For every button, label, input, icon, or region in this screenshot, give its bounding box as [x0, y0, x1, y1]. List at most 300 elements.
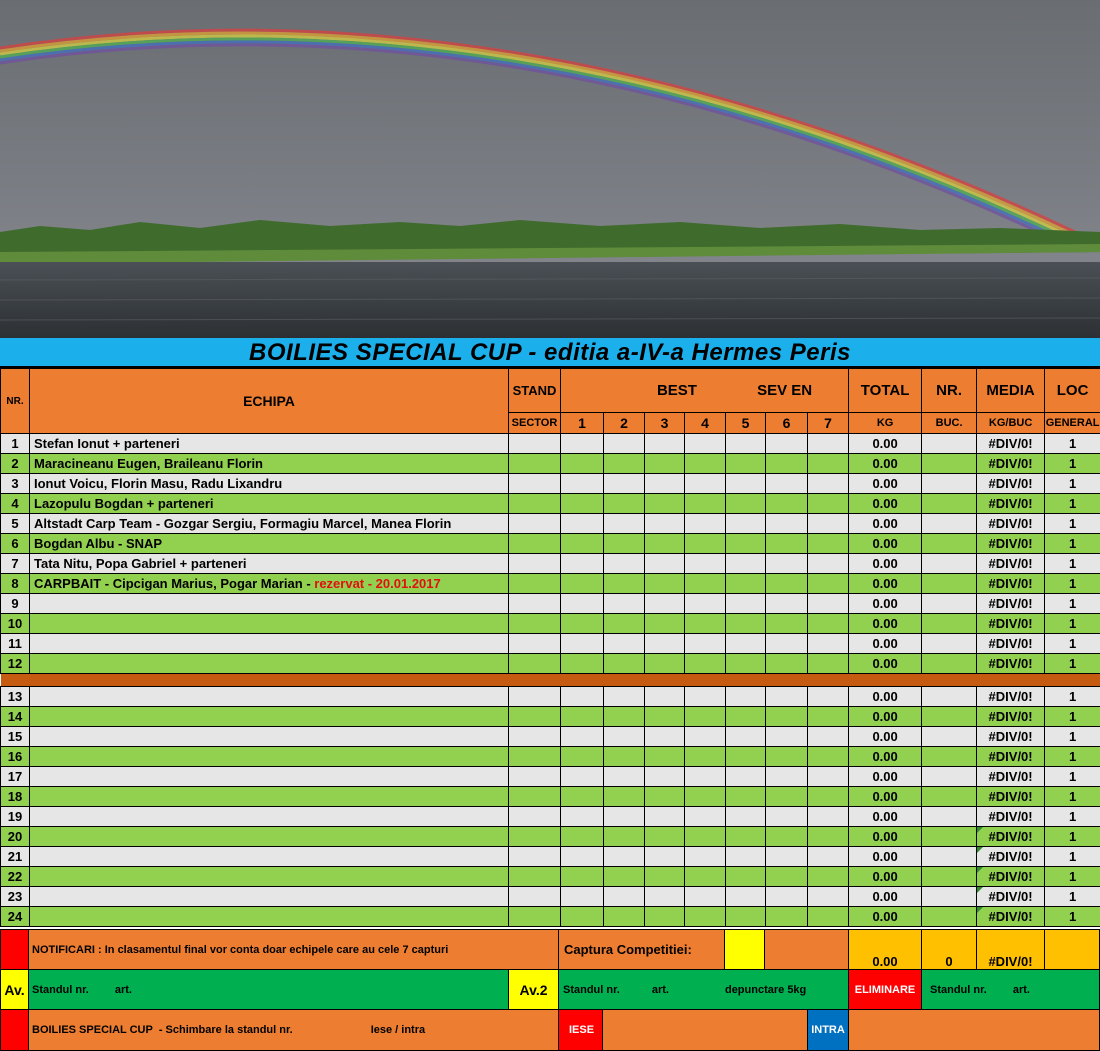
catch-7-cell[interactable] [808, 574, 849, 594]
nr-buc-cell[interactable] [922, 847, 977, 867]
catch-7-cell[interactable] [808, 767, 849, 787]
nr-buc-cell[interactable] [922, 787, 977, 807]
table-row [1, 907, 1100, 927]
catch-1-cell[interactable] [561, 887, 604, 907]
catch-7-cell[interactable] [808, 534, 849, 554]
media-value: #DIV/0! [977, 747, 1045, 767]
catch-6-cell[interactable] [766, 807, 808, 827]
team-number: 7 [1, 554, 30, 574]
stand-cell[interactable] [509, 554, 561, 574]
catch-1-cell[interactable] [561, 594, 604, 614]
catch-2-cell[interactable] [604, 687, 645, 707]
team-number: 22 [1, 867, 30, 887]
catch-1-cell[interactable] [561, 434, 604, 454]
catch-3-cell[interactable] [645, 687, 685, 707]
catch-4-cell[interactable] [685, 687, 726, 707]
catch-4-cell[interactable] [685, 827, 726, 847]
catch-3-cell[interactable] [645, 707, 685, 727]
nr-buc-cell[interactable] [922, 907, 977, 927]
stand-cell[interactable] [509, 747, 561, 767]
nr-buc-cell[interactable] [922, 727, 977, 747]
catch-3-cell[interactable] [645, 614, 685, 634]
catch-7-cell[interactable] [808, 747, 849, 767]
nr-buc-cell[interactable] [922, 534, 977, 554]
catch-3-cell[interactable] [645, 747, 685, 767]
nr-buc-cell[interactable] [922, 827, 977, 847]
captura-input[interactable] [724, 929, 765, 970]
stand-cell[interactable] [509, 727, 561, 747]
catch-3-cell[interactable] [645, 494, 685, 514]
team-name[interactable] [30, 474, 509, 494]
catch-4-cell[interactable] [685, 454, 726, 474]
stand-cell[interactable] [509, 474, 561, 494]
catch-6-cell[interactable] [766, 907, 808, 927]
catch-4-cell[interactable] [685, 614, 726, 634]
catch-1-cell[interactable] [561, 827, 604, 847]
catch-1-cell[interactable] [561, 847, 604, 867]
catch-2-cell[interactable] [604, 614, 645, 634]
catch-3-cell[interactable] [645, 827, 685, 847]
table-row [1, 787, 1100, 807]
catch-5-cell[interactable] [726, 767, 766, 787]
catch-1-cell[interactable] [561, 494, 604, 514]
catch-4-cell[interactable] [685, 554, 726, 574]
loc-general: 1 [1045, 614, 1100, 634]
catch-1-cell[interactable] [561, 514, 604, 534]
catch-4-cell[interactable] [685, 707, 726, 727]
nr-buc-cell[interactable] [922, 747, 977, 767]
total-unit: KG [849, 413, 922, 434]
catch-3-cell[interactable] [645, 634, 685, 654]
sum-total: 0.00 [848, 929, 922, 970]
catch-2-cell[interactable] [604, 454, 645, 474]
team-name[interactable] [30, 574, 509, 594]
catch-6-cell[interactable] [766, 787, 808, 807]
media-value: #DIV/0! [977, 907, 1045, 927]
team-name[interactable] [30, 614, 509, 634]
depunctare-label: depunctare 5kg [724, 983, 807, 996]
catch-7-cell[interactable] [808, 867, 849, 887]
stand-cell[interactable] [509, 594, 561, 614]
catch-2-cell[interactable] [604, 747, 645, 767]
catch-5-cell[interactable] [726, 827, 766, 847]
team-name[interactable] [30, 707, 509, 727]
catch-4-cell[interactable] [685, 807, 726, 827]
team-name-text: Tata Nitu, Popa Gabriel + parteneri [34, 556, 247, 571]
team-name[interactable] [30, 454, 509, 474]
catch-4-cell[interactable] [685, 787, 726, 807]
art2-label: art. [651, 983, 669, 996]
catch-7-cell[interactable] [808, 847, 849, 867]
team-name[interactable] [30, 514, 509, 534]
stand-cell[interactable] [509, 434, 561, 454]
catch-6-cell[interactable] [766, 474, 808, 494]
team-name[interactable] [30, 687, 509, 707]
catch-3-cell[interactable] [645, 867, 685, 887]
catch-6-cell[interactable] [766, 847, 808, 867]
nr-buc-cell[interactable] [922, 767, 977, 787]
nr-buc-cell[interactable] [922, 807, 977, 827]
catch-2-cell[interactable] [604, 634, 645, 654]
nr-buc-cell[interactable] [922, 867, 977, 887]
media-value: #DIV/0! [977, 434, 1045, 454]
catch-7-cell[interactable] [808, 654, 849, 674]
stand-cell[interactable] [509, 867, 561, 887]
notificari-bar [28, 929, 559, 970]
catch-5-cell[interactable] [726, 867, 766, 887]
stand-cell[interactable] [509, 534, 561, 554]
catch-5-cell[interactable] [726, 687, 766, 707]
table-row [1, 634, 1100, 654]
catch-7-cell[interactable] [808, 787, 849, 807]
catch-1-cell[interactable] [561, 807, 604, 827]
catch-7-cell[interactable] [808, 614, 849, 634]
catch-1-cell[interactable] [561, 554, 604, 574]
sum-media: #DIV/0! [976, 929, 1045, 970]
loc-general: 1 [1045, 827, 1100, 847]
nr-buc-cell[interactable] [922, 494, 977, 514]
catch-7-cell[interactable] [808, 707, 849, 727]
catch-4-header: 4 [685, 413, 726, 434]
nr-buc-cell[interactable] [922, 654, 977, 674]
catch-1-cell[interactable] [561, 574, 604, 594]
catch-3-cell[interactable] [645, 847, 685, 867]
catch-7-cell[interactable] [808, 514, 849, 534]
loc-general: 1 [1045, 454, 1100, 474]
stand-cell[interactable] [509, 614, 561, 634]
team-name[interactable] [30, 494, 509, 514]
nr-buc-cell[interactable] [922, 634, 977, 654]
total-kg: 0.00 [849, 747, 922, 767]
catch-6-cell[interactable] [766, 687, 808, 707]
stand-cell[interactable] [509, 847, 561, 867]
catch-3-cell[interactable] [645, 907, 685, 927]
table-row [1, 434, 1100, 454]
best-label: BEST [656, 382, 697, 399]
team-name[interactable] [30, 807, 509, 827]
catch-5-cell[interactable] [726, 534, 766, 554]
catch-4-cell[interactable] [685, 907, 726, 927]
catch-7-cell[interactable] [808, 907, 849, 927]
catch-4-cell[interactable] [685, 887, 726, 907]
total-kg: 0.00 [849, 554, 922, 574]
catch-6-cell[interactable] [766, 867, 808, 887]
catch-3-cell[interactable] [645, 654, 685, 674]
team-name[interactable] [30, 654, 509, 674]
catch-6-cell[interactable] [766, 614, 808, 634]
catch-1-cell[interactable] [561, 867, 604, 887]
catch-5-cell[interactable] [726, 554, 766, 574]
catch-3-cell[interactable] [645, 434, 685, 454]
catch-7-cell[interactable] [808, 494, 849, 514]
catch-7-cell[interactable] [808, 687, 849, 707]
stand-cell[interactable] [509, 654, 561, 674]
nr-buc-cell[interactable] [922, 434, 977, 454]
stand-cell[interactable] [509, 907, 561, 927]
catch-5-cell[interactable] [726, 514, 766, 534]
catch-3-cell[interactable] [645, 787, 685, 807]
catch-2-cell[interactable] [604, 574, 645, 594]
table-row [1, 727, 1100, 747]
catch-4-cell[interactable] [685, 534, 726, 554]
catch-2-cell[interactable] [604, 534, 645, 554]
catch-3-cell[interactable] [645, 767, 685, 787]
team-name[interactable] [30, 847, 509, 867]
media-value: #DIV/0! [977, 534, 1045, 554]
stand-cell[interactable] [509, 574, 561, 594]
catch-4-cell[interactable] [685, 474, 726, 494]
team-name[interactable] [30, 634, 509, 654]
catch-2-cell[interactable] [604, 907, 645, 927]
catch-2-cell[interactable] [604, 707, 645, 727]
catch-2-cell[interactable] [604, 494, 645, 514]
catch-2-cell[interactable] [604, 767, 645, 787]
nr-buc-cell[interactable] [922, 887, 977, 907]
catch-5-cell[interactable] [726, 614, 766, 634]
catch-6-cell[interactable] [766, 654, 808, 674]
catch-1-cell[interactable] [561, 767, 604, 787]
catch-4-cell[interactable] [685, 654, 726, 674]
catch-1-cell[interactable] [561, 614, 604, 634]
catch-3-cell[interactable] [645, 534, 685, 554]
catch-6-cell[interactable] [766, 594, 808, 614]
catch-6-cell[interactable] [766, 707, 808, 727]
team-name[interactable] [30, 727, 509, 747]
catch-6-cell[interactable] [766, 554, 808, 574]
catch-2-cell[interactable] [604, 807, 645, 827]
stand-cell[interactable] [509, 454, 561, 474]
team-name[interactable] [30, 554, 509, 574]
loc-general: 1 [1045, 514, 1100, 534]
media-value: #DIV/0! [977, 767, 1045, 787]
nr-buc-cell[interactable] [922, 594, 977, 614]
table-row [1, 654, 1100, 674]
catch-5-cell[interactable] [726, 634, 766, 654]
cup-label: BOILIES SPECIAL CUP [32, 1024, 153, 1036]
col-nr-header: NR. [1, 369, 30, 434]
col-best-seven-header [561, 369, 849, 413]
media-value: #DIV/0! [977, 707, 1045, 727]
catch-4-cell[interactable] [685, 747, 726, 767]
catch-7-cell[interactable] [808, 454, 849, 474]
catch-5-cell[interactable] [726, 847, 766, 867]
catch-4-cell[interactable] [685, 767, 726, 787]
stand-cell[interactable] [509, 767, 561, 787]
team-number: 21 [1, 847, 30, 867]
catch-5-cell[interactable] [726, 907, 766, 927]
table-row [1, 454, 1100, 474]
team-name[interactable] [30, 867, 509, 887]
catch-2-cell[interactable] [604, 867, 645, 887]
catch-3-cell[interactable] [645, 887, 685, 907]
stand-cell[interactable] [509, 827, 561, 847]
catch-3-cell[interactable] [645, 474, 685, 494]
catch-4-cell[interactable] [685, 634, 726, 654]
catch-7-cell[interactable] [808, 634, 849, 654]
catch-5-cell[interactable] [726, 454, 766, 474]
team-name[interactable] [30, 434, 509, 454]
catch-1-cell[interactable] [561, 747, 604, 767]
catch-2-cell[interactable] [604, 434, 645, 454]
catch-1-cell[interactable] [561, 454, 604, 474]
nr-buc-cell[interactable] [922, 454, 977, 474]
catch-1-cell[interactable] [561, 787, 604, 807]
stand-cell[interactable] [509, 687, 561, 707]
catch-2-cell[interactable] [604, 594, 645, 614]
catch-2-cell[interactable] [604, 847, 645, 867]
media-unit: KG/BUC [977, 413, 1045, 434]
catch-5-cell[interactable] [726, 747, 766, 767]
nr-buc-cell[interactable] [922, 474, 977, 494]
catch-6-cell[interactable] [766, 494, 808, 514]
team-name[interactable] [30, 767, 509, 787]
catch-7-cell[interactable] [808, 594, 849, 614]
catch-5-cell[interactable] [726, 887, 766, 907]
catch-1-cell[interactable] [561, 634, 604, 654]
catch-3-cell[interactable] [645, 594, 685, 614]
team-number: 18 [1, 787, 30, 807]
catch-4-cell[interactable] [685, 434, 726, 454]
catch-6-cell[interactable] [766, 827, 808, 847]
loc-general: 1 [1045, 494, 1100, 514]
catch-3-cell[interactable] [645, 454, 685, 474]
catch-5-cell[interactable] [726, 707, 766, 727]
catch-7-cell[interactable] [808, 887, 849, 907]
stand-cell[interactable] [509, 634, 561, 654]
sum-loc [1044, 929, 1100, 970]
catch-1-cell[interactable] [561, 474, 604, 494]
catch-7-cell[interactable] [808, 727, 849, 747]
standul1-label: Standul nr. [32, 983, 89, 996]
team-name[interactable] [30, 787, 509, 807]
loc-general: 1 [1045, 767, 1100, 787]
catch-1-cell[interactable] [561, 907, 604, 927]
nr-buc-cell[interactable] [922, 514, 977, 534]
catch-6-cell[interactable] [766, 634, 808, 654]
table-row [1, 887, 1100, 907]
stand-cell[interactable] [509, 787, 561, 807]
team-name[interactable] [30, 594, 509, 614]
catch-6-cell[interactable] [766, 534, 808, 554]
nr-buc-cell[interactable] [922, 687, 977, 707]
catch-5-cell[interactable] [726, 574, 766, 594]
catch-1-cell[interactable] [561, 687, 604, 707]
catch-6-cell[interactable] [766, 747, 808, 767]
catch-1-cell[interactable] [561, 727, 604, 747]
team-number: 24 [1, 907, 30, 927]
catch-2-cell[interactable] [604, 474, 645, 494]
catch-1-cell[interactable] [561, 654, 604, 674]
catch-4-cell[interactable] [685, 594, 726, 614]
catch-3-cell[interactable] [645, 554, 685, 574]
catch-4-cell[interactable] [685, 494, 726, 514]
catch-6-cell[interactable] [766, 767, 808, 787]
team-name[interactable] [30, 887, 509, 907]
nr-buc-cell[interactable] [922, 554, 977, 574]
catch-4-cell[interactable] [685, 847, 726, 867]
stand-cell[interactable] [509, 514, 561, 534]
intra-label: INTRA [807, 1009, 849, 1051]
catch-7-cell[interactable] [808, 474, 849, 494]
catch-7-cell[interactable] [808, 807, 849, 827]
total-kg: 0.00 [849, 887, 922, 907]
catch-6-cell[interactable] [766, 887, 808, 907]
catch-5-cell[interactable] [726, 654, 766, 674]
catch-7-cell[interactable] [808, 827, 849, 847]
loc-general: 1 [1045, 707, 1100, 727]
catch-7-cell[interactable] [808, 554, 849, 574]
nr-buc-cell[interactable] [922, 614, 977, 634]
catch-2-cell[interactable] [604, 727, 645, 747]
stand-cell[interactable] [509, 887, 561, 907]
team-name[interactable] [30, 747, 509, 767]
eliminare-label: ELIMINARE [848, 969, 922, 1010]
total-kg: 0.00 [849, 847, 922, 867]
catch-2-cell[interactable] [604, 887, 645, 907]
catch-4-cell[interactable] [685, 514, 726, 534]
team-name[interactable] [30, 907, 509, 927]
catch-4-cell[interactable] [685, 574, 726, 594]
catch-2-cell[interactable] [604, 554, 645, 574]
catch-5-cell[interactable] [726, 807, 766, 827]
table-row [1, 594, 1100, 614]
catch-2-cell[interactable] [604, 827, 645, 847]
change-bar [28, 1009, 559, 1051]
team-number: 16 [1, 747, 30, 767]
catch-2-cell[interactable] [604, 787, 645, 807]
catch-6-cell[interactable] [766, 514, 808, 534]
total-kg: 0.00 [849, 907, 922, 927]
catch-6-cell[interactable] [766, 727, 808, 747]
loc-general: 1 [1045, 787, 1100, 807]
total-kg: 0.00 [849, 494, 922, 514]
catch-5-cell[interactable] [726, 727, 766, 747]
catch-3-cell[interactable] [645, 514, 685, 534]
catch-5-cell[interactable] [726, 474, 766, 494]
stand-cell[interactable] [509, 707, 561, 727]
stand-cell[interactable] [509, 807, 561, 827]
catch-4-cell[interactable] [685, 867, 726, 887]
catch-3-cell[interactable] [645, 807, 685, 827]
catch-2-cell[interactable] [604, 654, 645, 674]
catch-1-cell[interactable] [561, 534, 604, 554]
catch-3-cell[interactable] [645, 574, 685, 594]
catch-5-cell[interactable] [726, 434, 766, 454]
catch-2-cell[interactable] [604, 514, 645, 534]
catch-7-cell[interactable] [808, 434, 849, 454]
catch-3-cell[interactable] [645, 727, 685, 747]
team-name[interactable] [30, 534, 509, 554]
header-row [1, 369, 1100, 413]
team-number: 9 [1, 594, 30, 614]
catch-6-cell[interactable] [766, 434, 808, 454]
catch-6-cell[interactable] [766, 574, 808, 594]
catch-6-cell[interactable] [766, 454, 808, 474]
catch-5-cell[interactable] [726, 594, 766, 614]
catch-5-cell[interactable] [726, 494, 766, 514]
nr-buc-cell[interactable] [922, 574, 977, 594]
catch-1-cell[interactable] [561, 707, 604, 727]
loc-general: 1 [1045, 654, 1100, 674]
catch-5-cell[interactable] [726, 787, 766, 807]
total-kg: 0.00 [849, 434, 922, 454]
team-name[interactable] [30, 827, 509, 847]
nr-buc-cell[interactable] [922, 707, 977, 727]
team-number: 11 [1, 634, 30, 654]
catch-4-cell[interactable] [685, 727, 726, 747]
team-number: 1 [1, 434, 30, 454]
stand-cell[interactable] [509, 494, 561, 514]
